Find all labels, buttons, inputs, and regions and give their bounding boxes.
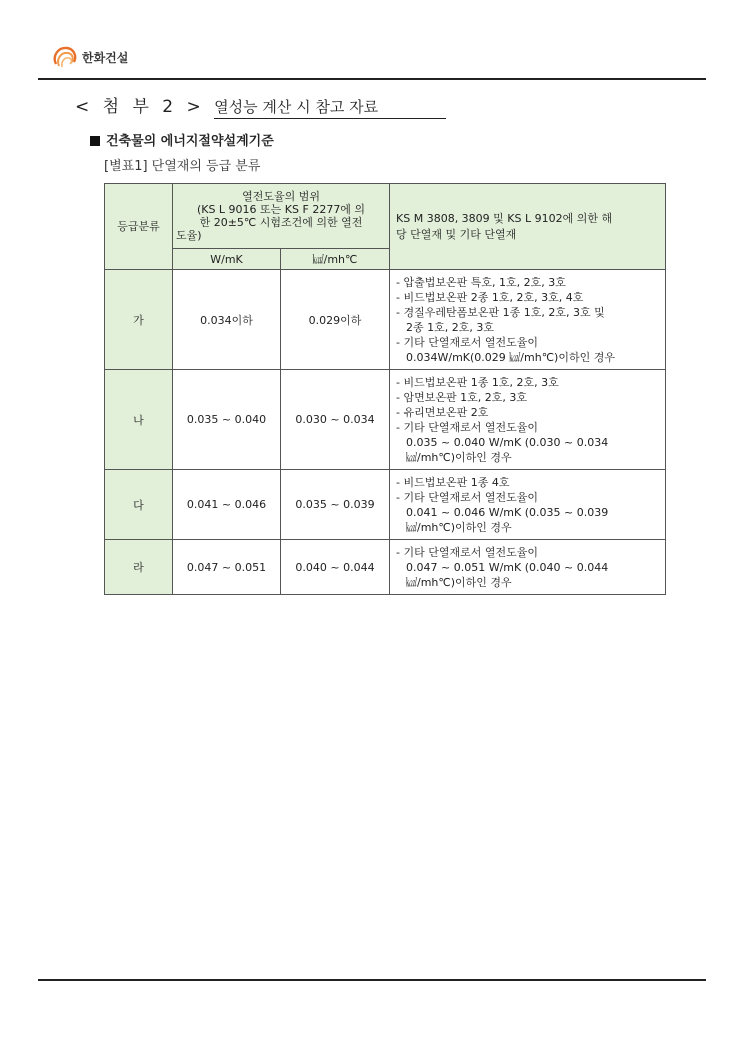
header-materials-line: 당 단열재 및 기타 단열재 xyxy=(396,227,517,241)
materials-cell xyxy=(390,470,666,540)
grade-cell: 다 xyxy=(105,470,173,540)
header-unit-wmk: W/mK xyxy=(173,249,281,270)
material-line: 0.047 ~ 0.051 W/mK (0.040 ~ 0.044 xyxy=(406,560,609,574)
conductivity-kcal: 0.040 ~ 0.044 xyxy=(281,540,390,595)
material-line: 0.034W/mK(0.029 ㎉/mh℃)이하인 경우 xyxy=(406,350,615,364)
material-line: 0.035 ~ 0.040 W/mK (0.030 ~ 0.034 xyxy=(406,435,609,449)
material-line: - 경질우레탄폼보온판 1종 1호, 2호, 3호 및 xyxy=(396,305,605,319)
header-conductivity-range xyxy=(173,184,390,249)
material-line: ㎉/mh℃)이하인 경우 xyxy=(406,520,512,534)
material-line: - 압출법보온판 특호, 1호, 2호, 3호 xyxy=(396,275,566,289)
material-line: - 비드법보온판 1종 4호 xyxy=(396,475,510,489)
insulation-grade-table xyxy=(104,183,666,595)
table-row xyxy=(105,270,666,370)
header-range-line: 도율) xyxy=(176,229,202,242)
section-heading-text: 건축물의 에너지절약설계기준 xyxy=(106,134,274,149)
material-line: ㎉/mh℃)이하인 경우 xyxy=(406,450,512,464)
attachment-title xyxy=(75,92,446,119)
material-line: - 암면보온판 1호, 2호, 3호 xyxy=(396,390,527,404)
table-row xyxy=(105,540,666,595)
header-grade: 등급분류 xyxy=(105,184,173,270)
materials-cell xyxy=(390,540,666,595)
grade-cell: 라 xyxy=(105,540,173,595)
conductivity-kcal: 0.030 ~ 0.034 xyxy=(281,370,390,470)
material-line: - 비드법보온판 1종 1호, 2호, 3호 xyxy=(396,375,559,389)
conductivity-kcal: 0.035 ~ 0.039 xyxy=(281,470,390,540)
materials-cell xyxy=(390,370,666,470)
section-heading xyxy=(90,130,274,149)
materials-cell xyxy=(390,270,666,370)
square-bullet-icon xyxy=(90,136,100,146)
attachment-prefix: < 첨 부 2 > xyxy=(75,97,205,117)
conductivity-wmk: 0.035 ~ 0.040 xyxy=(173,370,281,470)
material-line: ㎉/mh℃)이하인 경우 xyxy=(406,575,512,589)
hanwha-logo-icon xyxy=(50,42,80,72)
grade-cell: 가 xyxy=(105,270,173,370)
header-range-line: (KS L 9016 또는 KS F 2277에 의 xyxy=(196,203,366,216)
attachment-subtitle: 열성능 계산 시 참고 자료 xyxy=(214,96,446,119)
material-line: 2종 1호, 2호, 3호 xyxy=(406,320,494,334)
header-range-line: 한 20±5℃ 시험조건에 의한 열전 xyxy=(199,216,363,229)
header-materials-line: KS M 3808, 3809 및 KS L 9102에 의한 해 xyxy=(396,211,613,225)
material-line: 0.041 ~ 0.046 W/mK (0.035 ~ 0.039 xyxy=(406,505,609,519)
material-line: - 비드법보온판 2종 1호, 2호, 3호, 4호 xyxy=(396,290,584,304)
table-caption: [별표1] 단열재의 등급 분류 xyxy=(104,159,261,174)
table-row xyxy=(105,470,666,540)
material-line: - 유리면보온판 2호 xyxy=(396,405,489,419)
conductivity-wmk: 0.041 ~ 0.046 xyxy=(173,470,281,540)
table-row xyxy=(105,370,666,470)
conductivity-wmk: 0.034이하 xyxy=(173,270,281,370)
header-materials xyxy=(390,184,666,270)
page-header xyxy=(50,42,128,72)
header-divider xyxy=(38,78,706,80)
header-range-line: 열전도율의 범위 xyxy=(242,190,320,203)
conductivity-kcal: 0.029이하 xyxy=(281,270,390,370)
footer-divider xyxy=(38,979,706,981)
material-line: - 기타 단열재로서 열전도율이 xyxy=(396,335,538,349)
grade-cell: 나 xyxy=(105,370,173,470)
conductivity-wmk: 0.047 ~ 0.051 xyxy=(173,540,281,595)
material-line: - 기타 단열재로서 열전도율이 xyxy=(396,490,538,504)
material-line: - 기타 단열재로서 열전도율이 xyxy=(396,420,538,434)
material-line: - 기타 단열재로서 열전도율이 xyxy=(396,545,538,559)
brand-name: 한화건설 xyxy=(82,50,129,65)
header-unit-kcal: ㎉/mh℃ xyxy=(281,249,390,270)
